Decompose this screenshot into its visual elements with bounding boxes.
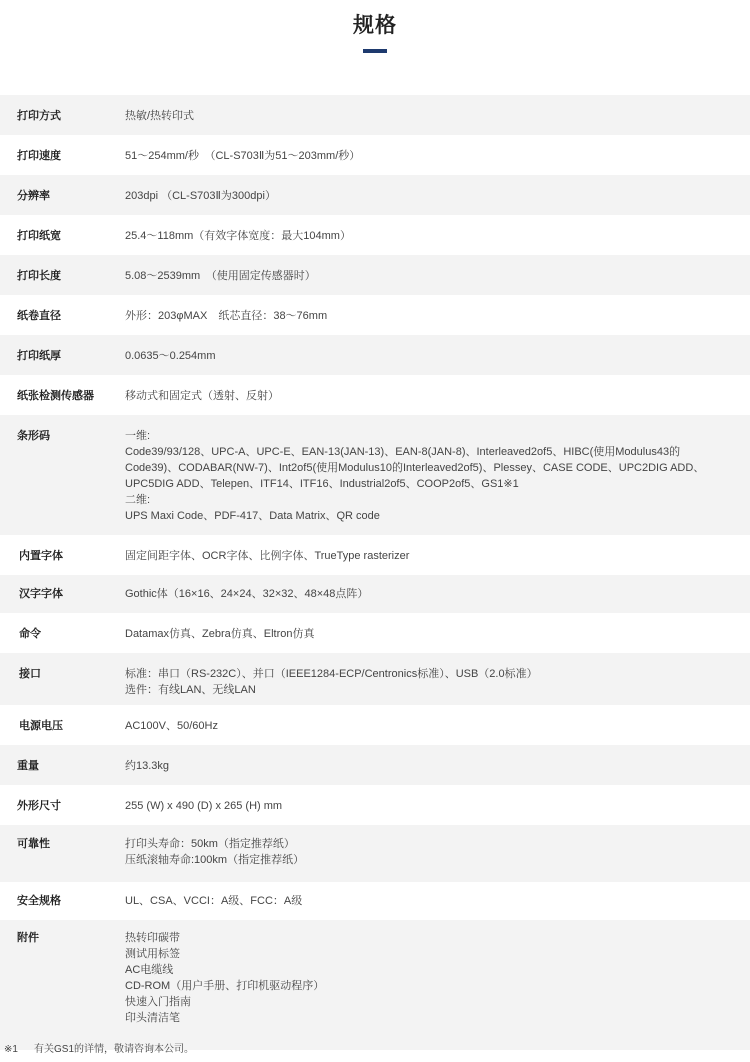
spec-value-line: UPC5DIG ADD、Telepen、ITF14、ITF16、Industrial2of5、COOP2of5、GS1※1 — [125, 478, 519, 490]
spec-value-line: 二维: — [125, 494, 151, 506]
spec-value-line: 压纸滚轴寿命:100km（指定推荐纸） — [125, 854, 305, 866]
spec-row — [0, 135, 750, 175]
spec-row — [0, 705, 750, 745]
spec-value-line: Code39)、CODABAR(NW-7)、Int2of5(使用Modulus10的Interleaved2of5)、Plessey、CASE CODE、UPC2DIG ADD、 — [125, 462, 705, 474]
spec-row — [0, 535, 750, 575]
spec-label: 电源电压 — [19, 720, 63, 732]
spec-value-line: 打印头寿命：50km（指定推荐纸） — [125, 838, 295, 850]
spec-row — [0, 215, 750, 255]
spec-value-line: AC100V、50/60Hz — [125, 720, 218, 732]
spec-value — [125, 836, 750, 868]
spec-value-line: Gothic体（16×16、24×24、32×32、48×48点阵） — [125, 588, 369, 600]
spec-label: 命令 — [19, 628, 41, 640]
spec-value-line: AC电缆线 — [125, 964, 174, 976]
spec-value — [125, 268, 750, 284]
spec-value-line: 203dpi （CL-S703Ⅱ为300dpi） — [125, 190, 276, 202]
spec-value-line: 外形：203φMAX 纸芯直径：38～76mm — [125, 310, 328, 322]
spec-value-line: 快速入门指南 — [125, 996, 191, 1008]
spec-row — [0, 295, 750, 335]
spec-label: 附件 — [17, 932, 39, 944]
spec-label: 内置字体 — [19, 550, 63, 562]
spec-value — [125, 758, 750, 774]
spec-row — [0, 95, 750, 135]
spec-value-line: CD-ROM（用户手册、打印机驱动程序） — [125, 980, 325, 992]
spec-value-line: 25.4～118mm（有效字体宽度：最大104mm） — [125, 230, 351, 242]
spec-value — [125, 718, 750, 734]
spec-value-line: 选件：有线LAN、无线LAN — [125, 684, 256, 696]
spec-row — [0, 335, 750, 375]
spec-label: 打印纸厚 — [17, 350, 61, 362]
footnote-text: 有关GS1的详情，敬请咨询本公司。 — [34, 1044, 195, 1055]
spec-value-line: 一维: — [125, 430, 151, 442]
spec-value — [125, 148, 750, 164]
spec-value-line: 约13.3kg — [125, 760, 170, 772]
spec-value — [125, 228, 750, 244]
spec-label: 外形尺寸 — [17, 800, 61, 812]
spec-label: 打印速度 — [17, 150, 61, 162]
spec-value-line: Code39/93/128、UPC-A、UPC-E、EAN-13(JAN-13)、EAN-8(JAN-8)、Interleaved2of5、HIBC(使用Modulus43的 — [125, 446, 681, 458]
spec-value-line: 5.08～2539mm （使用固定传感器时） — [125, 270, 316, 282]
spec-label: 打印方式 — [17, 110, 61, 122]
spec-value-line: UL、CSA、VCCI：A级、FCC：A级 — [125, 895, 303, 907]
spec-value-line: 0.0635～0.254mm — [125, 350, 216, 362]
title-underline — [363, 49, 387, 53]
spec-label: 安全规格 — [17, 895, 61, 907]
spec-value — [125, 798, 750, 814]
spec-value-line: 51～254mm/秒 （CL-S703Ⅱ为51～203mm/秒） — [125, 150, 361, 162]
spec-value-line: 固定间距字体、OCR字体、比例字体、TrueType rasterizer — [125, 550, 410, 562]
spec-value-line: UPS Maxi Code、PDF-417、Data Matrix、QR code — [125, 510, 380, 522]
spec-value — [125, 626, 750, 642]
spec-row — [0, 415, 750, 535]
spec-value — [125, 930, 750, 1026]
spec-value — [125, 348, 750, 364]
spec-value — [125, 428, 750, 524]
spec-label: 可靠性 — [17, 838, 50, 850]
spec-label: 分辨率 — [17, 190, 50, 202]
footnote — [4, 1043, 194, 1057]
spec-row — [0, 255, 750, 295]
spec-row — [0, 882, 750, 920]
spec-value — [125, 586, 750, 602]
spec-value-line: Datamax仿真、Zebra仿真、Eltron仿真 — [125, 628, 315, 640]
spec-row — [0, 825, 750, 882]
footnote-mark: ※1 — [4, 1044, 18, 1055]
spec-value — [125, 308, 750, 324]
spec-value-line: 热转印碳带 — [125, 932, 180, 944]
spec-label: 重量 — [17, 760, 39, 772]
spec-value — [125, 388, 750, 404]
spec-row — [0, 745, 750, 785]
spec-label: 纸卷直径 — [17, 310, 61, 322]
spec-value-line: 测试用标签 — [125, 948, 180, 960]
spec-row — [0, 175, 750, 215]
spec-label: 接口 — [19, 668, 41, 680]
spec-value-line: 移动式和固定式（透射、反射） — [125, 390, 279, 402]
spec-row — [0, 575, 750, 613]
spec-value-line: 热敏/热转印式 — [125, 110, 195, 122]
spec-value — [125, 548, 750, 564]
spec-row — [0, 375, 750, 415]
spec-value — [125, 188, 750, 204]
page-title: 规格 — [353, 14, 397, 37]
spec-value-line: 印头清洁笔 — [125, 1012, 180, 1024]
spec-row — [0, 785, 750, 825]
spec-value — [125, 108, 750, 124]
spec-label: 纸张检测传感器 — [17, 390, 94, 402]
spec-value — [125, 893, 750, 909]
spec-row — [0, 613, 750, 653]
spec-row — [0, 653, 750, 705]
spec-label: 条形码 — [17, 430, 50, 442]
spec-value — [125, 666, 750, 698]
spec-table — [0, 95, 750, 1050]
spec-value-line: 255 (W) x 490 (D) x 265 (H) mm — [125, 800, 283, 812]
spec-label: 汉字字体 — [19, 588, 63, 600]
spec-value-line: 标准：串口（RS-232C）、并口（IEEE1284-ECP/Centronics标准）、USB（2.0标准） — [125, 668, 538, 680]
spec-row — [0, 920, 750, 1050]
spec-label: 打印纸宽 — [17, 230, 61, 242]
spec-label: 打印长度 — [17, 270, 61, 282]
